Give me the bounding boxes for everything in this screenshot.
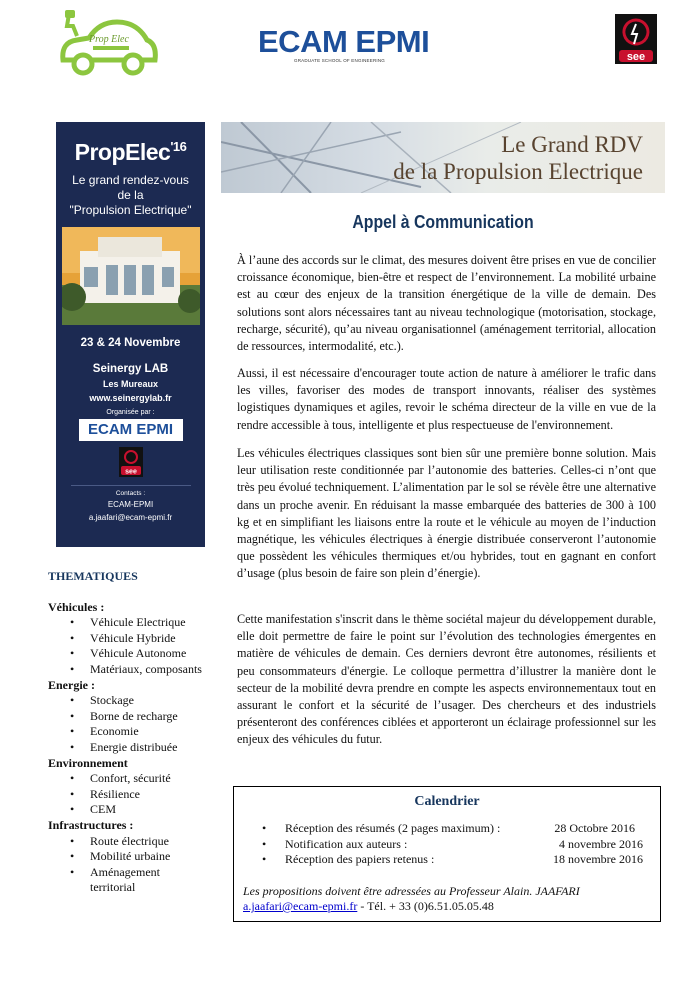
ecam-logo-subtitle: GRADUATE SCHOOL OF ENGINEERING — [294, 58, 386, 63]
intro-paragraph-2: Aussi, il est nécessaire d'encourager toute action de nature à améliorer le trafic dans les villes, favoriser des modes de transport innovants, réaliser des systèmes logistiques dynamiques et agiles, revoir le schéma directeur de la ville en vue de la rendre accessible à tous, intelligente et plus respectueuse de l'environnement. — [237, 366, 656, 432]
calendar-row-date: 28 Octobre 2016 — [554, 821, 635, 835]
venue-photo — [62, 227, 200, 325]
themes-heading: THEMATIQUES — [48, 569, 138, 583]
svg-text:see: see — [124, 468, 137, 476]
car-logo-text: Prop Elec — [89, 34, 129, 45]
list-item: • Véhicule Autonome — [48, 646, 218, 662]
poster-dates: 23 & 24 Novembre — [80, 337, 181, 349]
intro-paragraph-1: À l’aune des accords sur le climat, des mesures doivent être prises en vue de concilier croissance économique, bien-être et respect de l’environnement. La mobilité urbaine est au cœur des enjeux de la transition énergétique de la ville de demain. Des solutions sont alors nécessaires tant au niveau technologique (motorisation, stockage, recharge, sécurité), qu’au niveau organisationnel (aménagement territorial, allocation de ressources, intermodalité, etc.). — [237, 253, 656, 354]
list-item: • Borne de recharge — [48, 709, 218, 725]
category-energy: Energie : — [48, 677, 95, 692]
banner-line-1: Le Grand RDV — [501, 132, 643, 157]
poster-city: Les Mureaux — [102, 379, 159, 389]
calendar-row — [234, 852, 660, 868]
intro-paragraph-4: Cette manifestation s'inscrit dans le thème sociétal majeur du développement durable, elle doit permettre de faire le point sur l’évolution des technologies émergentes en matière de véhicules de demain. Ces derniers devront être autonomes, résilients et peu consommateurs d'énergie. Le colloque permettra d’illustrer la manière dont le secteur de la mobilité devra prendre en compte les aspects environnementaux tout en assurant le confort et la sécurité de l’usager. Des chercheurs et des industriels présenteront des conférences ciblées et apporteront un éclairage professionnel sur les enjeux des véhicules du futur. — [237, 612, 656, 747]
poster-contact-org: ECAM-EPMI — [107, 500, 154, 509]
poster-tagline: Le grand rendez-vous de la "Propulsion Electrique" — [69, 173, 192, 217]
poster-contact-email: a.jaafari@ecam-epmi.fr — [88, 513, 173, 522]
bullet-icon: • — [262, 852, 267, 866]
poster-contacts-label: Contacts : — [71, 485, 191, 497]
calendar-box — [233, 786, 661, 922]
event-poster — [56, 122, 205, 547]
list-item: • Energie distribuée — [48, 740, 218, 756]
calendar-row-label: Réception des résumés (2 pages maximum) : — [285, 821, 501, 835]
list-item: • Véhicule Hybride — [48, 631, 218, 647]
list-item: • Stockage — [48, 693, 218, 709]
poster-title: PropElec$^{'16}$ — [74, 139, 187, 165]
poster-venue: Seinergy LAB — [92, 363, 169, 375]
intro-paragraph-3: Les véhicules électriques classiques sont bien sûr une première bonne solution. Mais leur utilisation reste conditionnée par l’autonomie des batteries. Celles-ci n’ont que très peu évolué techniquement. L’alimentation par le sol se révèle être une alternative dans un proche avenir. En réduisant la masse embarquée des batteries de 300 à 100 kg et en simplifiant les liaisons entre la route et le véhicule au moyen de l’induction magnétique, les véhicules électriques à énergie distribuée conserveront l’autonomie que possèdent les véhicules thermiques et/ou hybrides, tout en gagnant en confort d’usage (plus besoin de faire son plein d’énergie). — [237, 446, 656, 581]
bullet-icon: • — [262, 821, 267, 835]
list-item: • Economie — [48, 724, 218, 740]
calendar-row-date: 18 novembre 2016 — [553, 852, 643, 866]
poster-see-logo — [119, 447, 143, 477]
calendar-row-date: 4 novembre 2016 — [559, 836, 643, 851]
category-environment: Environnement — [48, 755, 128, 770]
calendar-title: Calendrier — [414, 794, 480, 809]
list-item: • Résilience — [48, 787, 218, 803]
banner-line-2: de la Propulsion Electrique — [393, 159, 643, 184]
contact-line — [243, 899, 494, 914]
poster-organised-by: Organisée par : — [106, 409, 155, 416]
list-item: • Confort, sécurité — [48, 771, 218, 787]
themes-list — [48, 569, 218, 896]
ecam-logo-text: ECAM EPMI — [258, 24, 430, 59]
list-item: • Mobilité urbaine — [48, 849, 218, 865]
bullet-icon: • — [262, 836, 267, 851]
page-title: Appel à Communication — [352, 212, 534, 232]
list-item: • Aménagement territorial — [48, 865, 180, 896]
calendar-row — [234, 821, 660, 837]
poster-website: www.seinergylab.fr — [89, 393, 172, 403]
see-logo-text: see — [626, 51, 646, 63]
list-item: • Matériaux, composants — [48, 662, 218, 678]
calendar-row-label: Réception des papiers retenus : — [285, 852, 435, 866]
phone-number: - Tél. + 33 (0)6.51.05.05.48 — [357, 899, 494, 913]
list-item: • Route électrique — [48, 834, 218, 850]
header-banner — [221, 122, 665, 193]
submission-note: Les propositions doivent être adressées au Professeur Alain. JAAFARI — [243, 884, 580, 898]
calendar-row-label: Notification aux auteurs : — [285, 836, 408, 851]
list-item: • Véhicule Electrique — [48, 615, 218, 631]
category-infrastructures: Infrastructures : — [48, 817, 134, 832]
prop-elec-car-logo — [55, 8, 160, 80]
calendar-row — [234, 837, 660, 853]
ecam-epmi-logo — [258, 26, 463, 66]
email-link[interactable]: a.jaafari@ecam-epmi.fr — [243, 899, 358, 913]
poster-ecam-logo: ECAM EPMI — [79, 419, 183, 441]
see-logo — [615, 14, 657, 64]
category-vehicles: Véhicules : — [48, 599, 105, 614]
list-item: • CEM — [48, 802, 218, 818]
